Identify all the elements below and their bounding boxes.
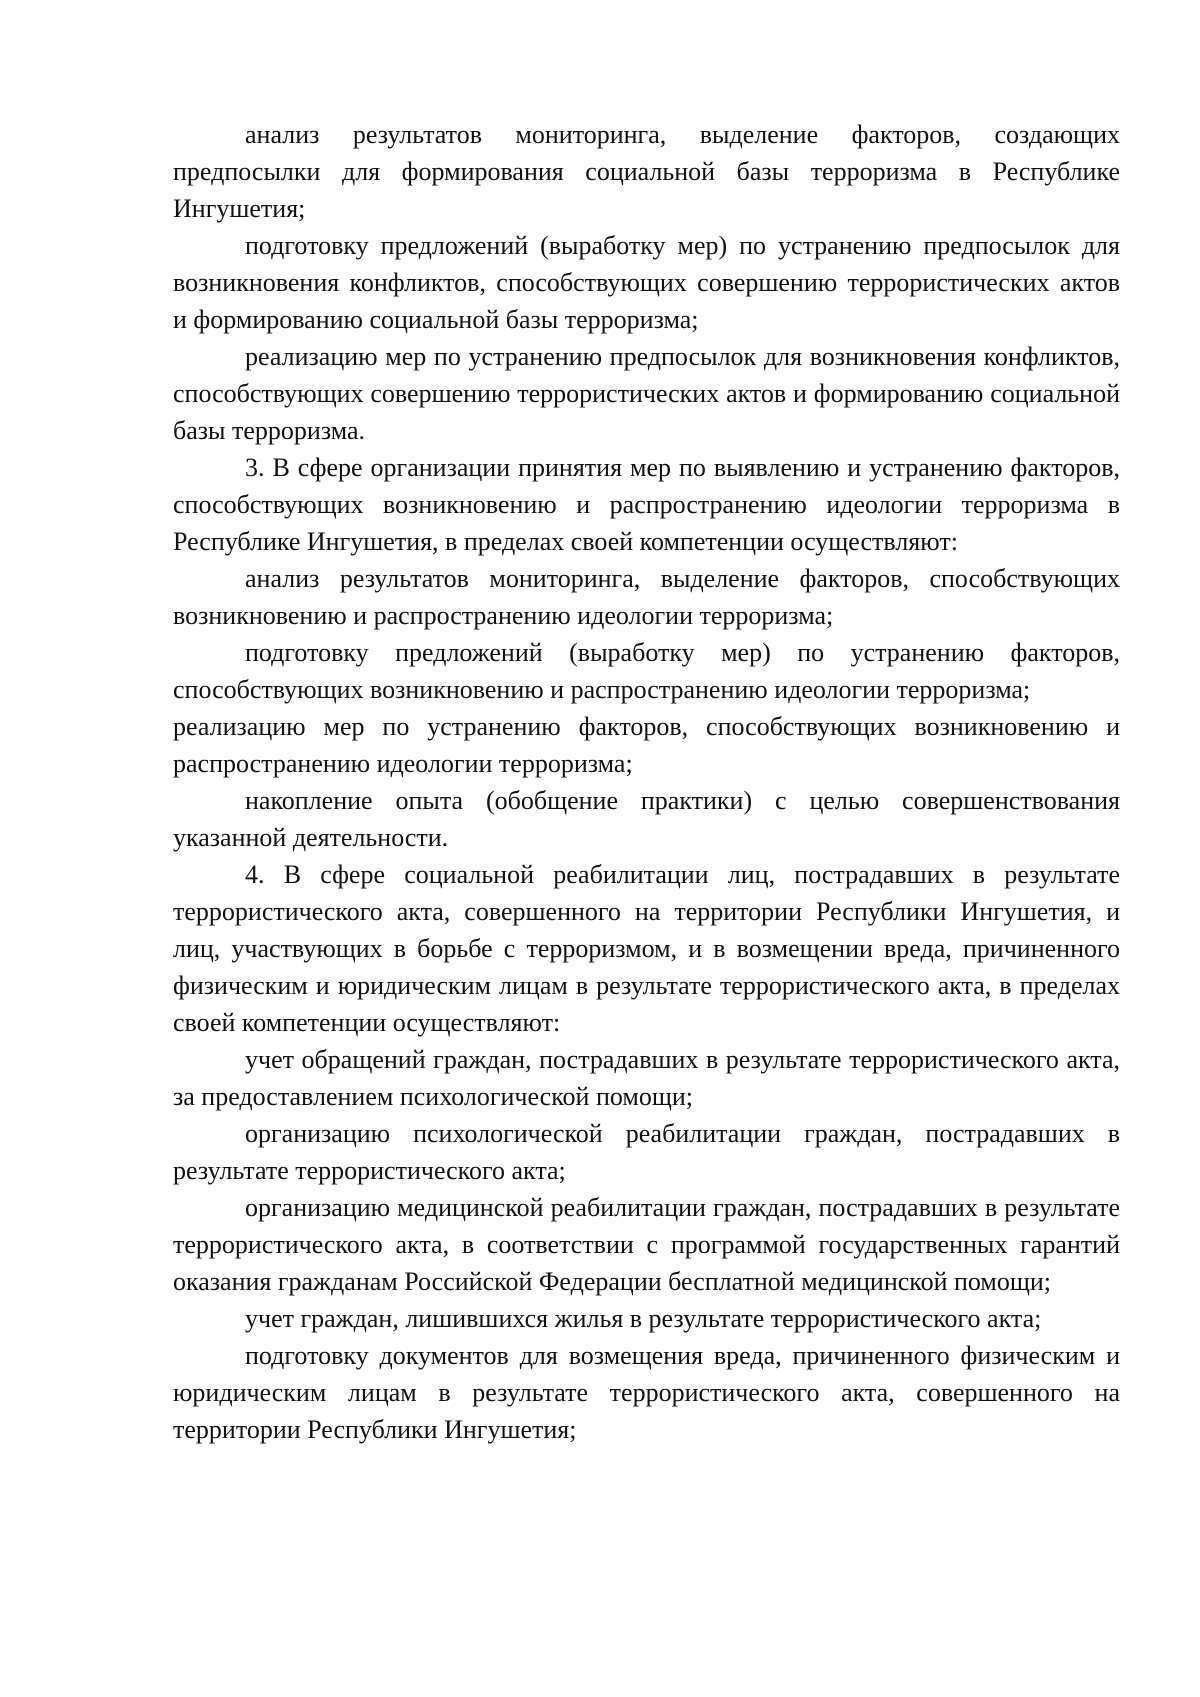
paragraph-3: реализацию мер по устранению предпосылок для возникновения конфликтов, способствующих совершению террористических актов и формированию социальной базы терроризма. — [173, 342, 1120, 445]
paragraph-12: организацию медицинской реабилитации граждан, пострадавших в результате террористического акта, в соответствии с программой государственных гарантий оказания гражданам Российской Федерации бесплатной медицинской помощи; — [173, 1193, 1120, 1296]
paragraph-1: анализ результатов мониторинга, выделение факторов, создающих предпосылки для формирования социальной базы терроризма в Республике Ингушетия; — [173, 120, 1120, 223]
paragraph-13: учет граждан, лишившихся жилья в результате террористического акта; — [245, 1304, 1042, 1333]
paragraph-5: анализ результатов мониторинга, выделение факторов, способствующих возникновению и распространению идеологии терроризма; — [173, 564, 1120, 630]
paragraph-4-section-3: 3. В сфере организации принятия мер по выявлению и устранению факторов, способствующих возникновению и распространению идеологии терроризма в Республике Ингушетия, в пределах своей компетенции осуществляют: — [173, 453, 1120, 556]
paragraph-14: подготовку документов для возмещения вреда, причиненного физическим и юридическим лицам в результате террористического акта, совершенного на территории Республики Ингушетия; — [173, 1341, 1120, 1444]
paragraph-2: подготовку предложений (выработку мер) по устранению предпосылок для возникновения конфликтов, способствующих совершению террористических актов и формированию социальной базы терроризма; — [173, 231, 1120, 334]
document-body — [173, 116, 1120, 1448]
paragraph-7: реализацию мер по устранению факторов, способствующих возникновению и распространению идеологии терроризма; — [173, 712, 1120, 778]
paragraph-11: организацию психологической реабилитации граждан, пострадавших в результате террористического акта; — [173, 1119, 1120, 1185]
paragraph-6: подготовку предложений (выработку мер) по устранению факторов, способствующих возникновению и распространению идеологии терроризма; — [173, 638, 1120, 704]
paragraph-10: учет обращений граждан, пострадавших в результате террористического акта, за предоставлением психологической помощи; — [173, 1045, 1120, 1111]
paragraph-9-section-4: 4. В сфере социальной реабилитации лиц, пострадавших в результате террористического акта, совершенного на территории Республики Ингушетия, и лиц, участвующих в борьбе с терроризмом, и в возмещении вреда, причиненного физическим и юридическим лицам в результате террористического акта, в пределах своей компетенции осуществляют: — [173, 860, 1120, 1037]
paragraph-8: накопление опыта (обобщение практики) с целью совершенствования указанной деятельности. — [173, 786, 1120, 852]
